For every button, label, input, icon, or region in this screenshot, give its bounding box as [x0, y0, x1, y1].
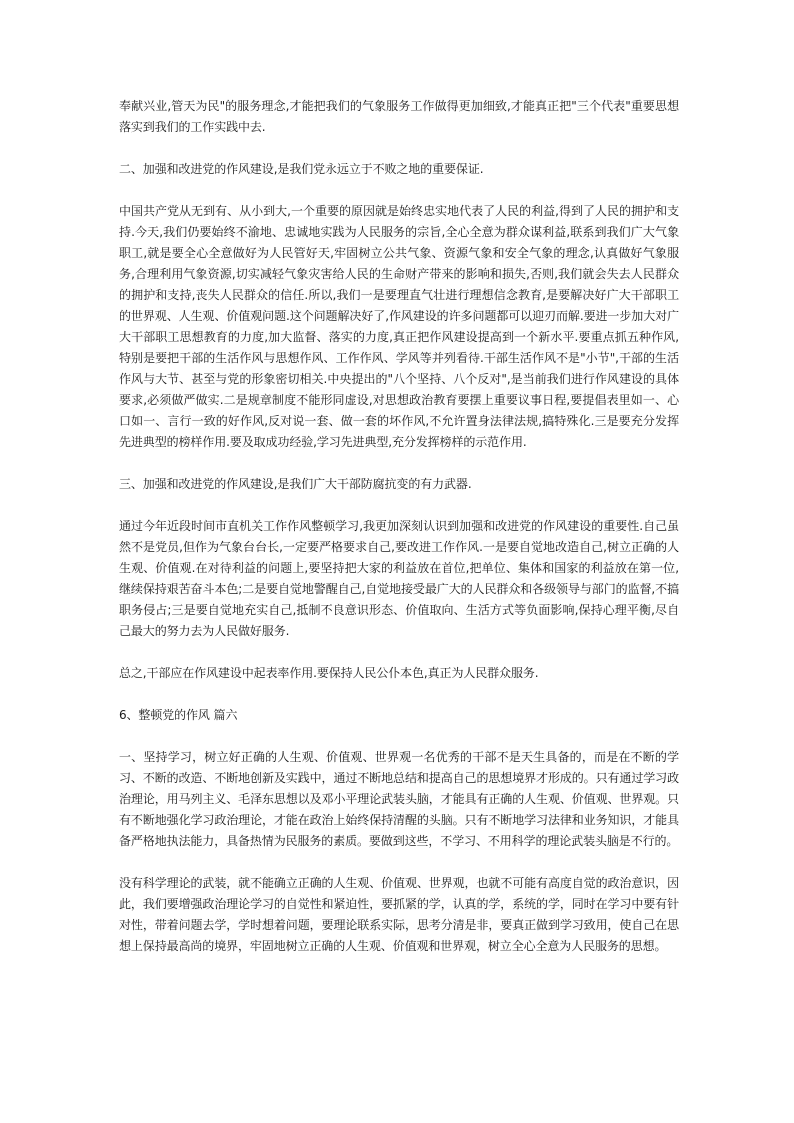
document-body [119, 96, 679, 957]
paragraph-intro: 奉献兴业,管天为民"的服务理念,才能把我们的气象服务工作做得更加细致,才能真正把"三个代表"重要思想落实到我们的工作实践中去. [119, 99, 679, 134]
paragraph-study-2: 没有科学理论的武装，就不能确立正确的人生观、价值观、世界观，也就不可能有高度自觉的政治意识，因此，我们要增强政治理论学习的自觉性和紧迫性，要抓紧的学，认真的学，系统的学，同时在学习中要有针对性，带着问题去学，学时想着问题，要理论联系实际，思考分清是非，要真正做到学习致用，使自己在思想上保持最高尚的境界，牢固地树立正确的人生观、价值观和世界观，树立全心全意为人民服务的思想。 [119, 876, 679, 953]
paragraph-summary: 总之,干部应在作风建设中起表率作用.要保持人民公仆本色,真正为人民群众服务. [119, 666, 539, 680]
section-heading-3: 三、加强和改进党的作风建设,是我们广大干部防腐抗变的有力武器. [119, 477, 472, 491]
paragraph-section-3: 通过今年近段时间市直机关工作作风整顿学习,我更加深刻认识到加强和改进党的作风建设的重要性.自己虽然不是党员,但作为气象台台长,一定要严格要求自己,要改进工作作风.一是要自觉地改造自己,树立正确的人生观、价值观.在对待利益的问题上,要坚持把大家的利益放在首位,把单位、集体和国家的利益放在第一位,继续保持艰苦奋斗本色;二是要自觉地警醒自己,自觉地接受最广大的人民群众和各级领导与部门的监督,不搞职务侵占;三是要自觉地充实自己,抵制不良意识形态、价值取向、生活方式等负面影响,保持心理平衡,尽自己最大的努力去为人民做好服务. [119, 519, 679, 638]
paragraph-study-1: 一、坚持学习，树立好正确的人生观、价值观、世界观一名优秀的干部不是天生具备的，而是在不断的学习、不断的改造、不断地创新及实践中，通过不断地总结和提高自己的思想境界才形成的。只有通过学习政治理论，用马列主义、毛泽东思想以及邓小平理论武装头脑，才能具有正确的人生观、价值观、世界观。只有不断地强化学习政治理论，才能在政治上始终保持清醒的头脑。只有不断地学习法律和业务知识，才能具备严格地执法能力，具备热情为民服务的素质。要做到这些，不学习、不用科学的理论武装头脑是不行的。 [119, 750, 679, 848]
paragraph-section-2: 中国共产党从无到有、从小到大,一个重要的原因就是始终忠实地代表了人民的利益,得到了人民的拥护和支持.今天,我们仍要始终不渝地、忠诚地实践为人民服务的宗旨,全心全意为群众谋利益,联系到我们广大气象职工,就是要全心全意做好为人民管好天,牢固树立公共气象、资源气象和安全气象的理念,认真做好气象服务,合理利用气象资源,切实减轻气象灾害给人民的生命财产带来的影响和损失,否则,我们就会失去人民群众的拥护和支持,丧失人民群众的信任.所以,我们一是要理直气壮进行理想信念教育,是要解决好广大干部职工的世界观、人生观、价值观问题.这个问题解决好了,作风建设的许多问题都可以迎刃而解.要进一步加大对广大干部职工思想教育的力度,加大监督、落实的力度,真正把作风建设提高到一个新水平.要重点抓五种作风,特别是要把干部的生活作风与思想作风、工作作风、学风等并列看待.干部生活作风不是"小节",干部的生活作风与大节、甚至与党的形象密切相关.中央提出的"八个坚持、八个反对",是当前我们进行作风建设的具体要求,必须做严做实.二是规章制度不能形同虚设,对思想政治教育要摆上重要议事日程,要提倡表里如一、心口如一、言行一致的好作风,反对说一套、做一套的坏作风,不允许置身法律法规,搞特殊化.三是要充分发挥先进典型的榜样作用.要及取成功经验,学习先进典型,充分发挥榜样的示范作用. [119, 204, 679, 449]
article-title: 6、整顿党的作风 篇六 [119, 708, 238, 722]
section-heading-2: 二、加强和改进党的作风建设,是我们党永远立于不败之地的重要保证. [119, 162, 484, 176]
